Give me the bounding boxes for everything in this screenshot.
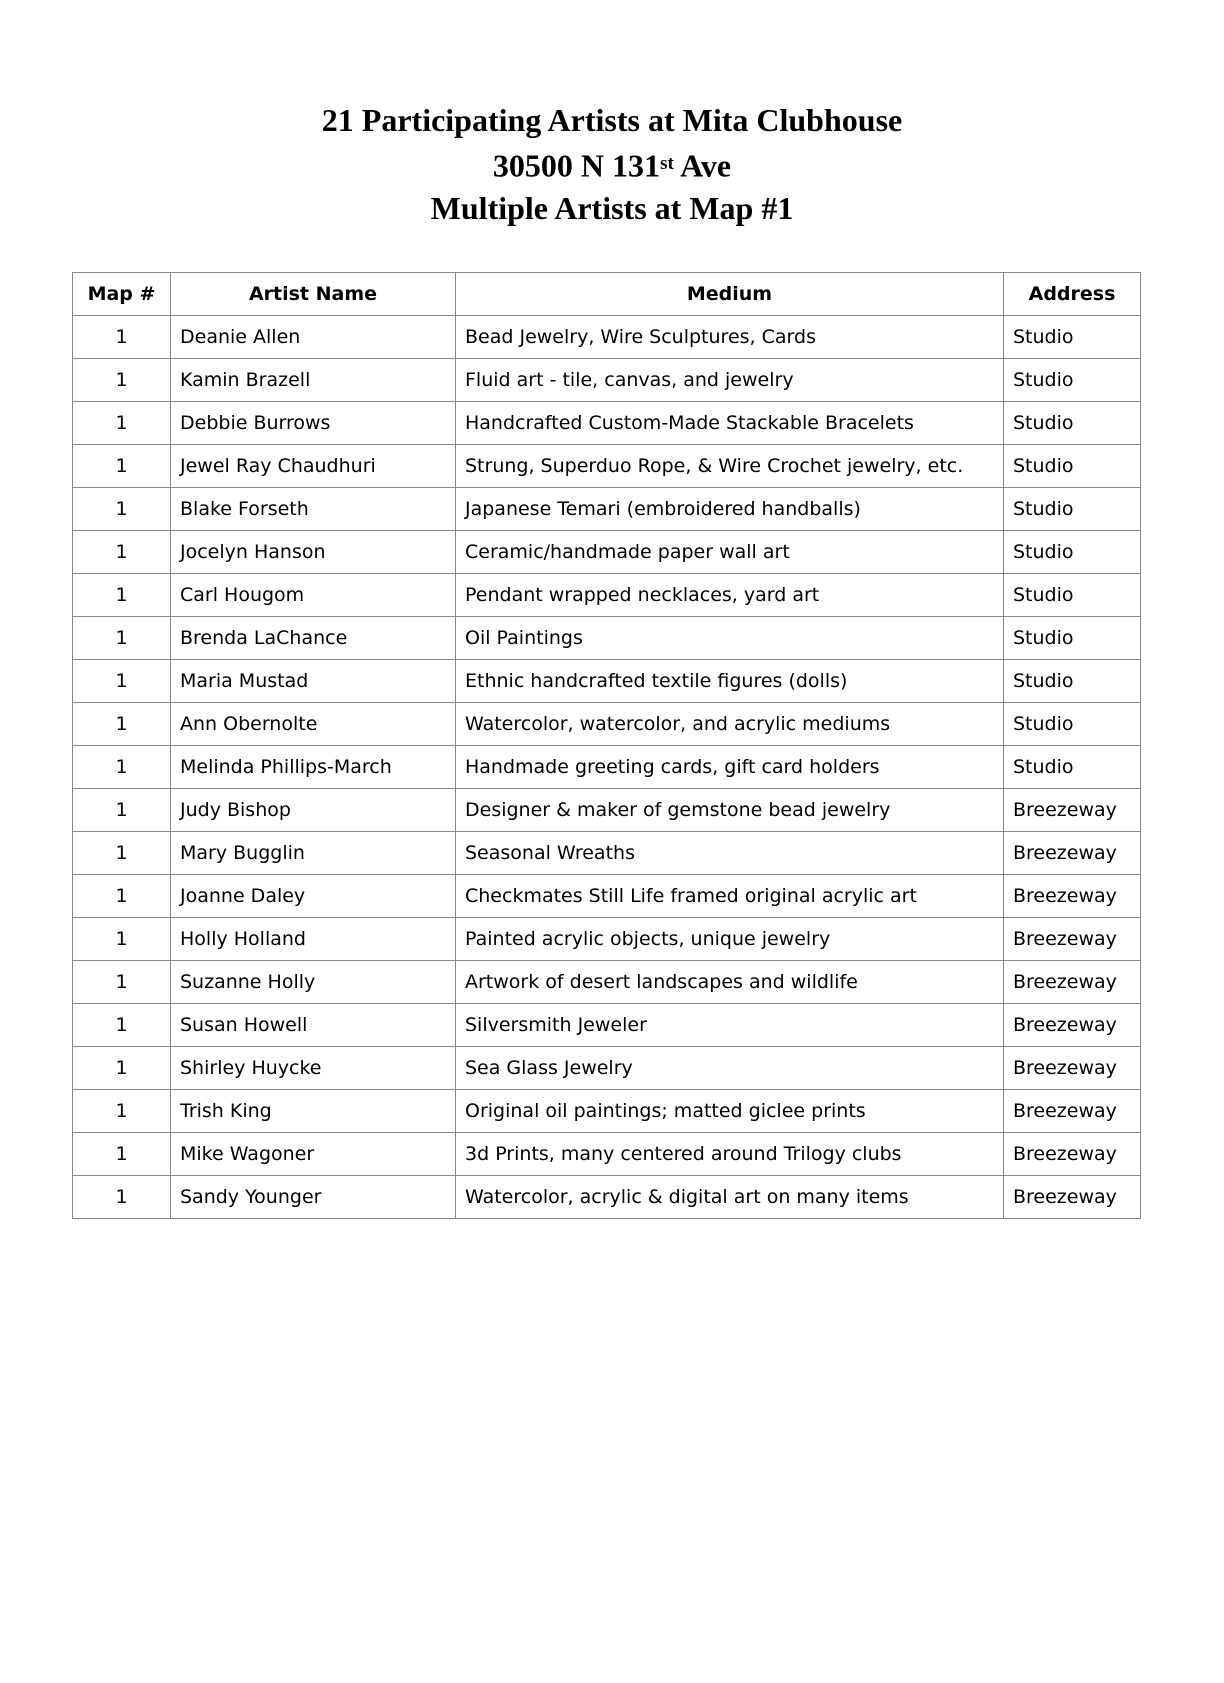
artist-name-cell: Maria Mustad [171, 660, 456, 703]
map-number-cell: 1 [73, 1004, 171, 1047]
address-cell: Breezeway [1004, 1047, 1141, 1090]
table-row [73, 574, 1141, 617]
document-title [0, 99, 1224, 230]
map-number-cell: 1 [73, 961, 171, 1004]
medium-cell: Original oil paintings; matted giclee prints [456, 1090, 1004, 1133]
table-row [73, 316, 1141, 359]
address-cell: Studio [1004, 359, 1141, 402]
artist-name-cell: Brenda LaChance [171, 617, 456, 660]
medium-cell: Watercolor, acrylic & digital art on many items [456, 1176, 1004, 1219]
medium-cell: Seasonal Wreaths [456, 832, 1004, 875]
address-cell: Studio [1004, 488, 1141, 531]
artist-name-cell: Susan Howell [171, 1004, 456, 1047]
map-number-cell: 1 [73, 660, 171, 703]
table-row [73, 402, 1141, 445]
address-cell: Breezeway [1004, 918, 1141, 961]
address-cell: Breezeway [1004, 832, 1141, 875]
address-cell: Studio [1004, 531, 1141, 574]
title-line-2 [0, 142, 1224, 187]
artist-name-cell: Sandy Younger [171, 1176, 456, 1219]
artist-name-cell: Debbie Burrows [171, 402, 456, 445]
address-cell: Studio [1004, 660, 1141, 703]
artist-name-cell: Carl Hougom [171, 574, 456, 617]
header-medium: Medium [456, 273, 1004, 316]
artist-name-cell: Deanie Allen [171, 316, 456, 359]
medium-cell: Watercolor, watercolor, and acrylic mediums [456, 703, 1004, 746]
map-number-cell: 1 [73, 875, 171, 918]
medium-cell: Silversmith Jeweler [456, 1004, 1004, 1047]
title-line-1: 21 Participating Artists at Mita Clubhouse [321, 102, 903, 138]
table-row [73, 1047, 1141, 1090]
address-cell: Studio [1004, 746, 1141, 789]
map-number-cell: 1 [73, 789, 171, 832]
map-number-cell: 1 [73, 1176, 171, 1219]
medium-cell: Fluid art - tile, canvas, and jewelry [456, 359, 1004, 402]
table-row [73, 961, 1141, 1004]
artist-name-cell: Mike Wagoner [171, 1133, 456, 1176]
medium-cell: Handmade greeting cards, gift card holders [456, 746, 1004, 789]
table-row [73, 1090, 1141, 1133]
medium-cell: Oil Paintings [456, 617, 1004, 660]
medium-cell: Ethnic handcrafted textile figures (dolls) [456, 660, 1004, 703]
artist-name-cell: Suzanne Holly [171, 961, 456, 1004]
artist-table [72, 272, 1141, 1219]
table-row [73, 1133, 1141, 1176]
medium-cell: Ceramic/handmade paper wall art [456, 531, 1004, 574]
artist-name-cell: Shirley Huycke [171, 1047, 456, 1090]
address-cell: Breezeway [1004, 1090, 1141, 1133]
map-number-cell: 1 [73, 488, 171, 531]
map-number-cell: 1 [73, 703, 171, 746]
medium-cell: Pendant wrapped necklaces, yard art [456, 574, 1004, 617]
header-address: Address [1004, 273, 1141, 316]
map-number-cell: 1 [73, 832, 171, 875]
artist-name-cell: Holly Holland [171, 918, 456, 961]
medium-cell: Checkmates Still Life framed original acrylic art [456, 875, 1004, 918]
medium-cell: Handcrafted Custom-Made Stackable Bracelets [456, 402, 1004, 445]
table-row [73, 746, 1141, 789]
artist-name-cell: Jewel Ray Chaudhuri [171, 445, 456, 488]
address-cell: Studio [1004, 402, 1141, 445]
medium-cell: 3d Prints, many centered around Trilogy clubs [456, 1133, 1004, 1176]
address-cell: Studio [1004, 445, 1141, 488]
table-row [73, 1004, 1141, 1047]
artist-name-cell: Judy Bishop [171, 789, 456, 832]
ordinal-superscript: st [660, 153, 674, 174]
map-number-cell: 1 [73, 1047, 171, 1090]
address-cell: Breezeway [1004, 1176, 1141, 1219]
medium-cell: Designer & maker of gemstone bead jewelry [456, 789, 1004, 832]
map-number-cell: 1 [73, 359, 171, 402]
table-row [73, 789, 1141, 832]
artist-name-cell: Joanne Daley [171, 875, 456, 918]
table-row [73, 359, 1141, 402]
header-artist-name: Artist Name [171, 273, 456, 316]
artist-table-container [72, 272, 1140, 1219]
artist-name-cell: Blake Forseth [171, 488, 456, 531]
title-line-3: Multiple Artists at Map #1 [430, 190, 794, 227]
address-suffix: Ave [673, 147, 732, 184]
map-number-cell: 1 [73, 531, 171, 574]
map-number-cell: 1 [73, 746, 171, 789]
medium-cell: Sea Glass Jewelry [456, 1047, 1004, 1090]
address-cell: Studio [1004, 703, 1141, 746]
table-row [73, 531, 1141, 574]
table-row [73, 445, 1141, 488]
map-number-cell: 1 [73, 1133, 171, 1176]
map-number-cell: 1 [73, 1090, 171, 1133]
table-row [73, 875, 1141, 918]
map-number-cell: 1 [73, 918, 171, 961]
table-row [73, 488, 1141, 531]
table-body [73, 316, 1141, 1219]
map-number-cell: 1 [73, 617, 171, 660]
table-row [73, 832, 1141, 875]
table-row [73, 1176, 1141, 1219]
map-number-cell: 1 [73, 445, 171, 488]
artist-name-cell: Melinda Phillips-March [171, 746, 456, 789]
map-number-cell: 1 [73, 316, 171, 359]
artist-name-cell: Mary Bugglin [171, 832, 456, 875]
table-row [73, 918, 1141, 961]
artist-name-cell: Jocelyn Hanson [171, 531, 456, 574]
address-cell: Breezeway [1004, 1004, 1141, 1047]
address-cell: Breezeway [1004, 1133, 1141, 1176]
address-cell: Breezeway [1004, 875, 1141, 918]
table-row [73, 703, 1141, 746]
medium-cell: Strung, Superduo Rope, & Wire Crochet jewelry, etc. [456, 445, 1004, 488]
address-cell: Studio [1004, 617, 1141, 660]
address-cell: Studio [1004, 574, 1141, 617]
address-cell: Breezeway [1004, 961, 1141, 1004]
artist-name-cell: Ann Obernolte [171, 703, 456, 746]
artist-name-cell: Trish King [171, 1090, 456, 1133]
medium-cell: Japanese Temari (embroidered handballs) [456, 488, 1004, 531]
medium-cell: Painted acrylic objects, unique jewelry [456, 918, 1004, 961]
header-map-number: Map # [73, 273, 171, 316]
medium-cell: Bead Jewelry, Wire Sculptures, Cards [456, 316, 1004, 359]
artist-name-cell: Kamin Brazell [171, 359, 456, 402]
map-number-cell: 1 [73, 402, 171, 445]
table-row [73, 617, 1141, 660]
address-cell: Studio [1004, 316, 1141, 359]
table-row [73, 660, 1141, 703]
map-number-cell: 1 [73, 574, 171, 617]
medium-cell: Artwork of desert landscapes and wildlife [456, 961, 1004, 1004]
address-cell: Breezeway [1004, 789, 1141, 832]
table-header-row [73, 273, 1141, 316]
address-number: 30500 N 131 [492, 147, 661, 184]
